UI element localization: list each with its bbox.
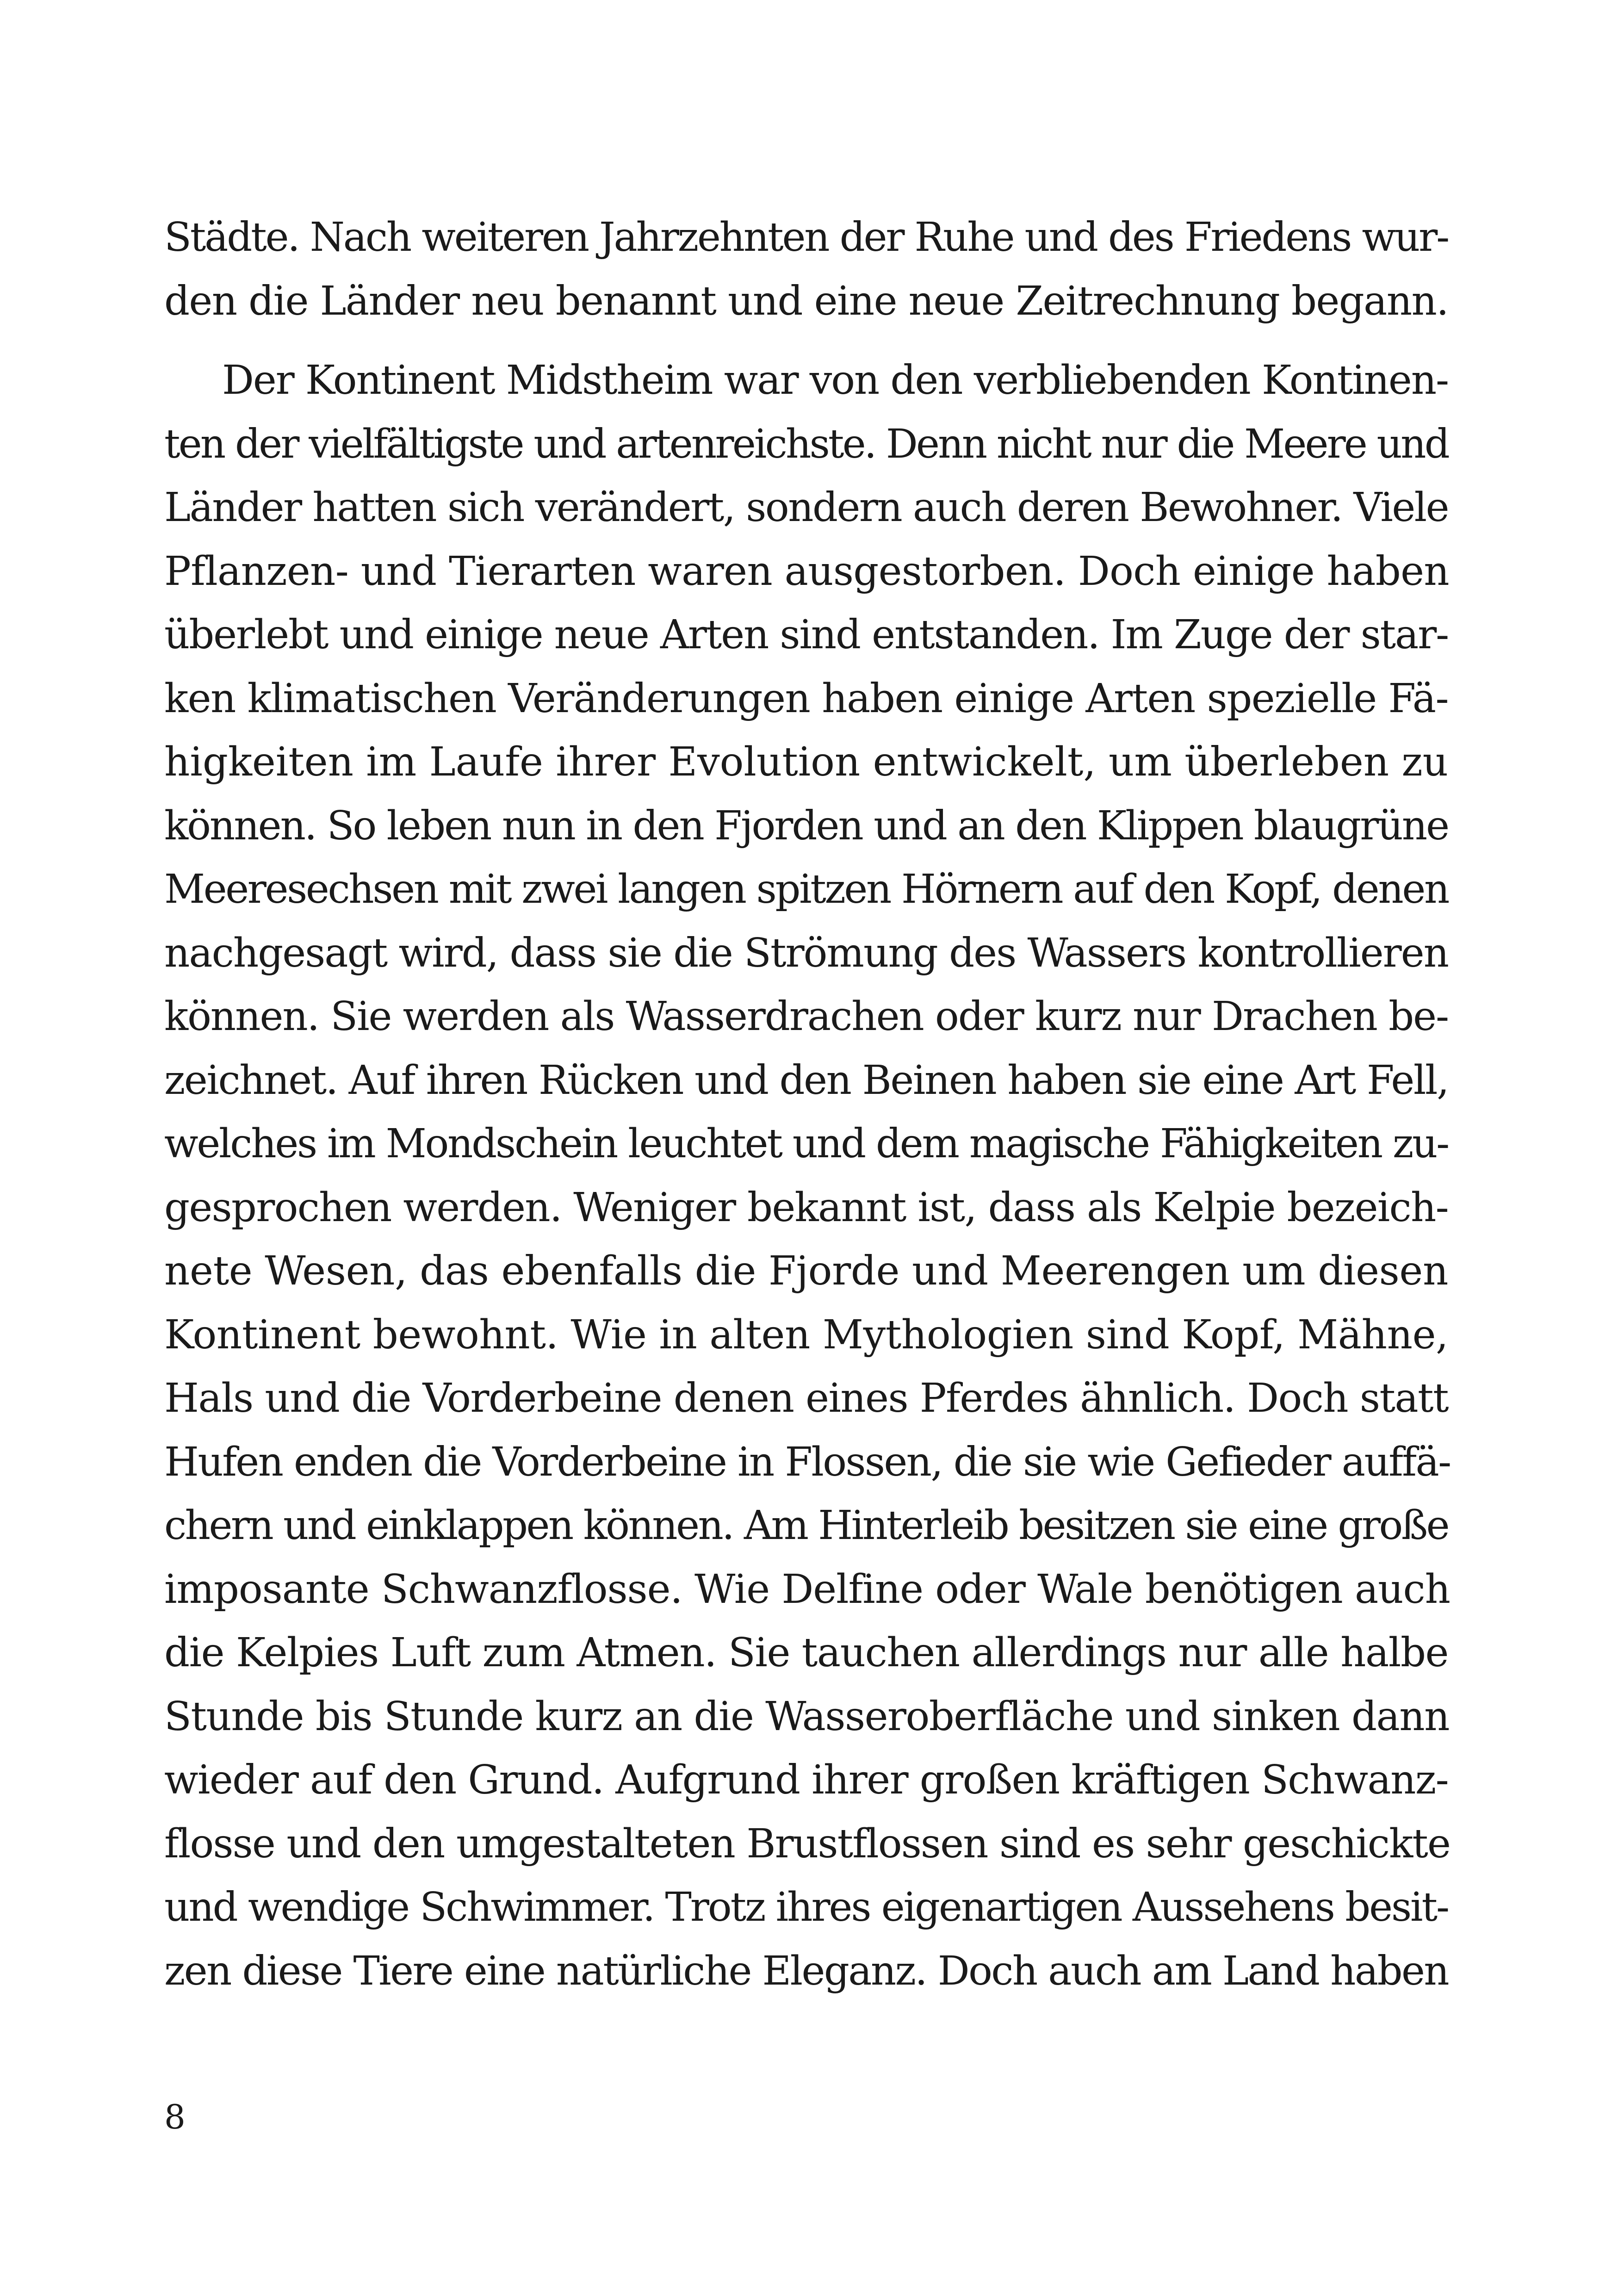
text-line: welches im Mondschein leuchtet und dem magische Fähigkeiten zu- [164,1121,1448,1167]
text-line: wieder auf den Grund. Aufgrund ihrer großen kräftigen Schwanz- [164,1757,1448,1803]
text-line: Hals und die Vorderbeine denen eines Pferdes ähnlich. Doch statt [164,1375,1448,1421]
text-line: und wendige Schwimmer. Trotz ihres eigenartigen Aussehens besit- [164,1884,1448,1930]
body-text [164,206,1451,2003]
paragraph [164,206,1448,333]
text-line: chern und einklappen können. Am Hinterleib besitzen sie eine große [164,1502,1448,1549]
text-line: nachgesagt wird, dass sie die Strömung des Wassers kontrollieren [164,930,1448,976]
page-number: 8 [164,2097,186,2136]
text-line: zen diese Tiere eine natürliche Eleganz. Doch auch am Land haben [164,1948,1448,1994]
text-line: Pflanzen- und Tierarten waren ausgestorben. Doch einige haben [164,548,1449,595]
text-line: Hufen enden die Vorderbeine in Flossen, die sie wie Gefieder auffä- [164,1439,1451,1485]
text-line: gesprochen werden. Weniger bekannt ist, dass als Kelpie bezeich- [164,1184,1448,1231]
text-line: flosse und den umgestalteten Brustflossen sind es sehr geschickte [164,1820,1450,1867]
paragraph-gap [164,333,1448,349]
text-line: den die Länder neu benannt und eine neue Zeitrechnung begann. [164,278,1448,324]
text-line: die Kelpies Luft zum Atmen. Sie tauchen allerdings nur alle halbe [164,1630,1448,1676]
text-line: Länder hatten sich verändert, sondern auch deren Bewohner. Viele [164,484,1448,531]
text-line: imposante Schwanzflosse. Wie Delfine oder Wale benötigen auch [164,1566,1450,1613]
paragraph [164,349,1451,2003]
text-line: überlebt und einige neue Arten sind entstanden. Im Zuge der star- [164,612,1448,658]
text-line: nete Wesen, das ebenfalls die Fjorde und Meerengen um diesen [164,1248,1448,1294]
text-line: Kontinent bewohnt. Wie in alten Mythologien sind Kopf, Mähne, [164,1311,1448,1358]
text-line: Meeresechsen mit zwei langen spitzen Hörnern auf den Kopf, denen [164,866,1448,912]
text-line: higkeiten im Laufe ihrer Evolution entwickelt, um überleben zu [164,739,1448,785]
text-line: können. Sie werden als Wasserdrachen oder kurz nur Drachen be- [164,993,1448,1040]
text-line: ken klimatischen Veränderungen haben einige Arten spezielle Fä- [164,675,1448,722]
text-line: Stunde bis Stunde kurz an die Wasseroberfläche und sinken dann [164,1693,1449,1740]
text-line: zeichnet. Auf ihren Rücken und den Beinen haben sie eine Art Fell, [164,1057,1449,1104]
text-line: Der Kontinent Midstheim war von den verbliebenden Kontinen- [222,357,1448,403]
text-line: können. So leben nun in den Fjorden und an den Klippen blaugrüne [164,802,1448,849]
text-line: Städte. Nach weiteren Jahrzehnten der Ruhe und des Friedens wur- [164,214,1448,261]
text-line: ten der vielfältigste und artenreichste. Denn nicht nur die Meere und [164,421,1448,467]
